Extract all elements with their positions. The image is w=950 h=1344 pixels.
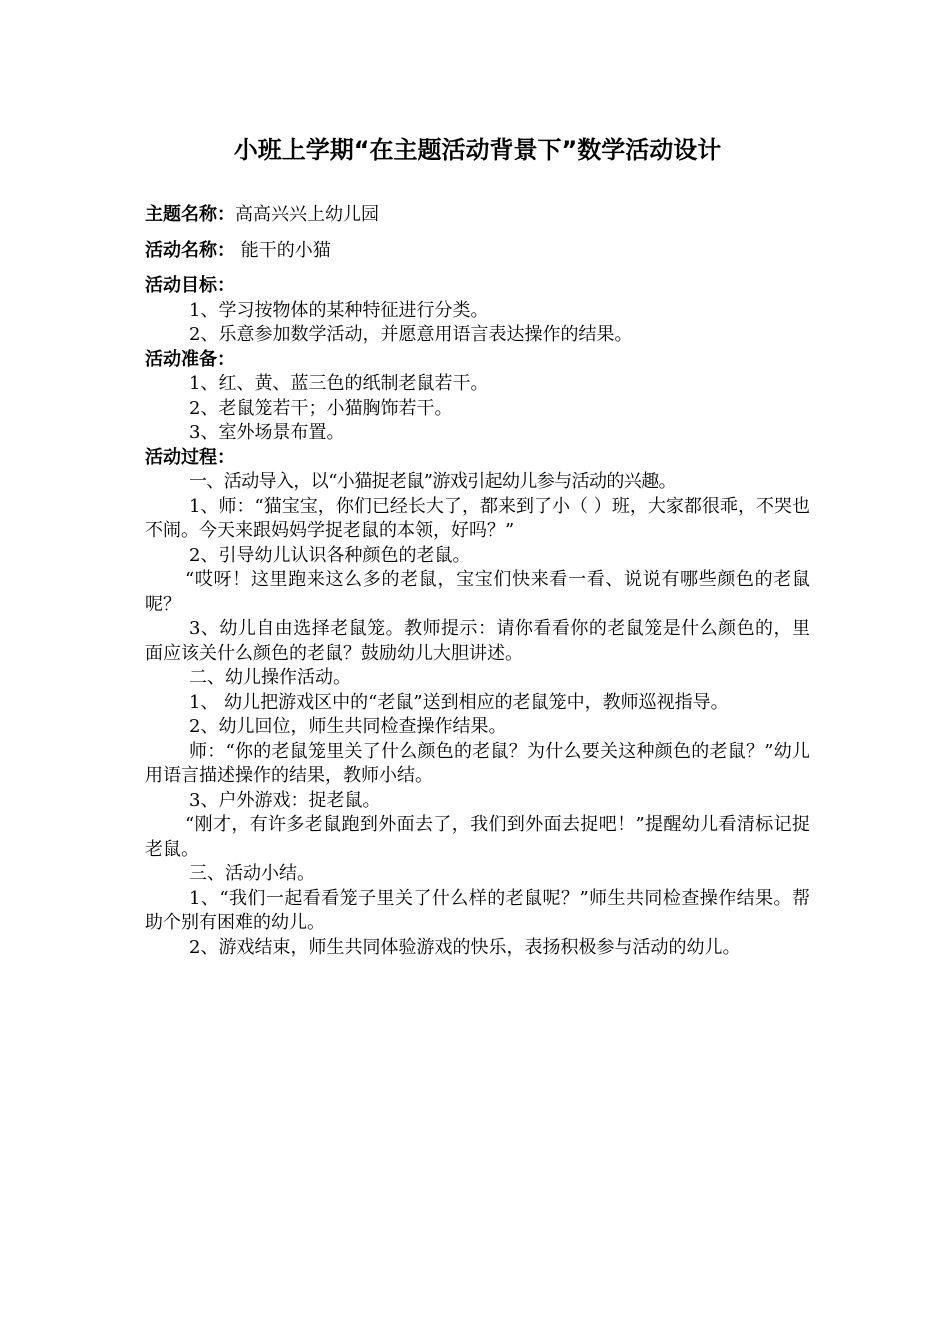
- process-step: 1、“我们一起看看笼子里关了什么样的老鼠呢？”师生共同检查操作结果。帮助个别有困难的幼儿。: [145, 887, 810, 933]
- prep-heading: 活动准备：: [145, 348, 235, 370]
- goal-item: 1、学习按物体的某种特征进行分类。: [189, 299, 489, 321]
- prep-item: 1、红、黄、蓝三色的纸制老鼠若干。: [189, 373, 489, 394]
- goal-item: 2、乐意参加数学活动，并愿意用语言表达操作的结果。: [189, 324, 633, 345]
- process-step: 2、游戏结束，师生共同体验游戏的快乐，表扬积极参与活动的幼儿。: [189, 936, 741, 958]
- process-step: 3、户外游戏：捉老鼠。: [189, 789, 381, 811]
- process-heading: 活动过程：: [145, 446, 235, 468]
- theme-row: [145, 202, 810, 228]
- process-step: 二、幼儿操作活动。: [189, 667, 351, 688]
- process-step: 一、活动导入，以“小猫捉老鼠”游戏引起幼儿参与活动的兴趣。: [189, 471, 677, 492]
- process-step: 师：“你的老鼠笼里关了什么颜色的老鼠？为什么要关这种颜色的老鼠？”幼儿用语言描述操作的结果，教师小结。: [145, 740, 810, 786]
- theme-value: 高高兴兴上幼儿园: [235, 204, 379, 225]
- process-step: 三、活动小结。: [189, 863, 315, 884]
- theme-label: 主题名称：: [145, 204, 235, 225]
- process-step: 2、引导幼儿认识各种颜色的老鼠。: [189, 544, 471, 566]
- process-step: 2、幼儿回位，师生共同检查操作结果。: [189, 716, 507, 737]
- goals-heading: 活动目标：: [145, 275, 235, 296]
- document-title: 小班上学期“在主题活动背景下”数学活动设计: [233, 136, 722, 164]
- activity-value: 能干的小猫: [235, 240, 331, 261]
- process-step: “哎呀！这里跑来这么多的老鼠，宝宝们快来看一看、说说有哪些颜色的老鼠呢？: [145, 569, 810, 615]
- process-step: 1、 幼儿把游戏区中的“老鼠”送到相应的老鼠笼中，教师巡视指导。: [189, 691, 729, 713]
- activity-label: 活动名称：: [145, 240, 235, 261]
- document-page: [145, 128, 810, 960]
- process-step: 3、幼儿自由选择老鼠笼。教师提示：请你看看你的老鼠笼是什么颜色的，里面应该关什么颜色的老鼠？鼓励幼儿大胆讲述。: [145, 618, 810, 664]
- process-step: 1、师：“猫宝宝，你们已经长大了，都来到了小（ ）班，大家都很乖，不哭也不闹。今天来跟妈妈学捉老鼠的本领，好吗？”: [145, 495, 810, 541]
- process-step: “刚才，有许多老鼠跑到外面去了，我们到外面去捉吧！”提醒幼儿看清标记捉老鼠。: [145, 814, 810, 860]
- prep-item: 3、室外场景布置。: [189, 422, 345, 443]
- activity-row: [145, 238, 810, 264]
- prep-item: 2、老鼠笼若干；小猫胸饰若干。: [189, 397, 453, 419]
